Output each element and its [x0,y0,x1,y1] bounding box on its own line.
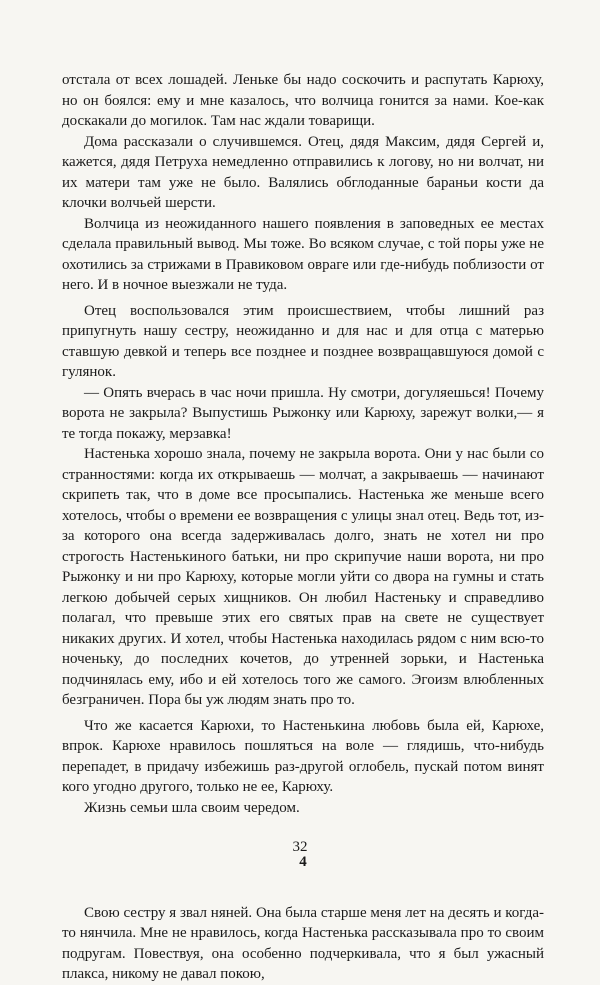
paragraph-8: Жизнь семьи шла своим чередом. [84,799,300,816]
paragraph-4: Отец воспользовался этим происшествием, чтобы лишний раз припугнуть нашу сестру, неожиданно и для нас и для отца с матерью ставшую девкой и теперь все позднее и позднее возвращавшуюся домой с гулянок. [62,302,544,380]
paragraph-2: Дома рассказали о случившемся. Отец, дядя Максим, дядя Сергей и, кажется, дядя Петруха немедленно отправились к логову, но ни волчат, ни их матери там уже не было. Валялись обглоданные бараньи кости да клочки волчьей шерсти. [62,133,544,211]
paragraph-1: отстала от всех лошадей. Леньке бы надо соскочить и распутать Карюху, но он боялся: ему и мне казалось, что волчица гонится за нами. Кое-как доскакали до могилок. Там нас ждали товарищи. [62,72,544,129]
paragraph-3: Волчица из неожиданного нашего появления в заповедных ее местах сделала правильный вывод. Мы тоже. Во всяком случае, с той поры уже не охотились за стрижами в Правиковом овраге или где-нибудь поблизости от него. И в ночное выезжали не туда. [62,215,544,293]
chapter-number: 4 [299,854,307,870]
paragraph-6: Настенька хорошо знала, почему не закрыла ворота. Они у нас были со странностями: когда их открываешь — молчат, а закрываешь — начинают скрипеть так, что в доме все просыпались. Настенька же меньше всего хотелось, чтобы о времени ее возвращения с улицы знал отец. Ведь тот, из-за которого она всегда задерживалась долго, знать не хотел ни про строгость Настенькиного батьки, ни про скрипучие наши ворота, ни про Рыжонку и ни про Карюху, которые могли уйти со двора на гумны и стать легкою добычей серых хищников. Он любил Настеньку и справедливо полагал, что превыше этих его святых прав на свете не существует никаких других. И хотел, чтобы Настенька находилась рядом с ним всю-то ноченьку, до последних кочетов, до утренней зорьки, и Настенька подчинялась ему, ибо и ей хотелось того же самого. Эгоизм влюбленных безграничен. Пора бы уж людям знать про то. [62,446,544,708]
paragraph-5: — Опять вчерась в час ночи пришла. Ну смотри, догуляешься! Почему ворота не закрыла? Выпустишь Рыжонку или Карюху, зарежут волки,— я те тогда покажу, мерзавка! [62,384,544,442]
paragraph-9: Свою сестру я звал няней. Она была старше меня лет на десять и когда-то нянчила. Мне не нравилось, когда Настенька рассказывала про то своим подругам. Повествуя, она особенно подчеркивала, что я был ужасный плакса, никому не давал покою, [62,904,544,982]
paragraph-7: Что же касается Карюхи, то Настенькина любовь была ей, Карюхе, впрок. Карюхе нравилось пошляться на воле — глядишь, что-нибудь перепадет, в придачу избежишь раз-другой оглобель, пускай потом винят кого угодно другого, только не ее, Карюху. [62,717,544,795]
page-number: 32 [292,839,308,855]
